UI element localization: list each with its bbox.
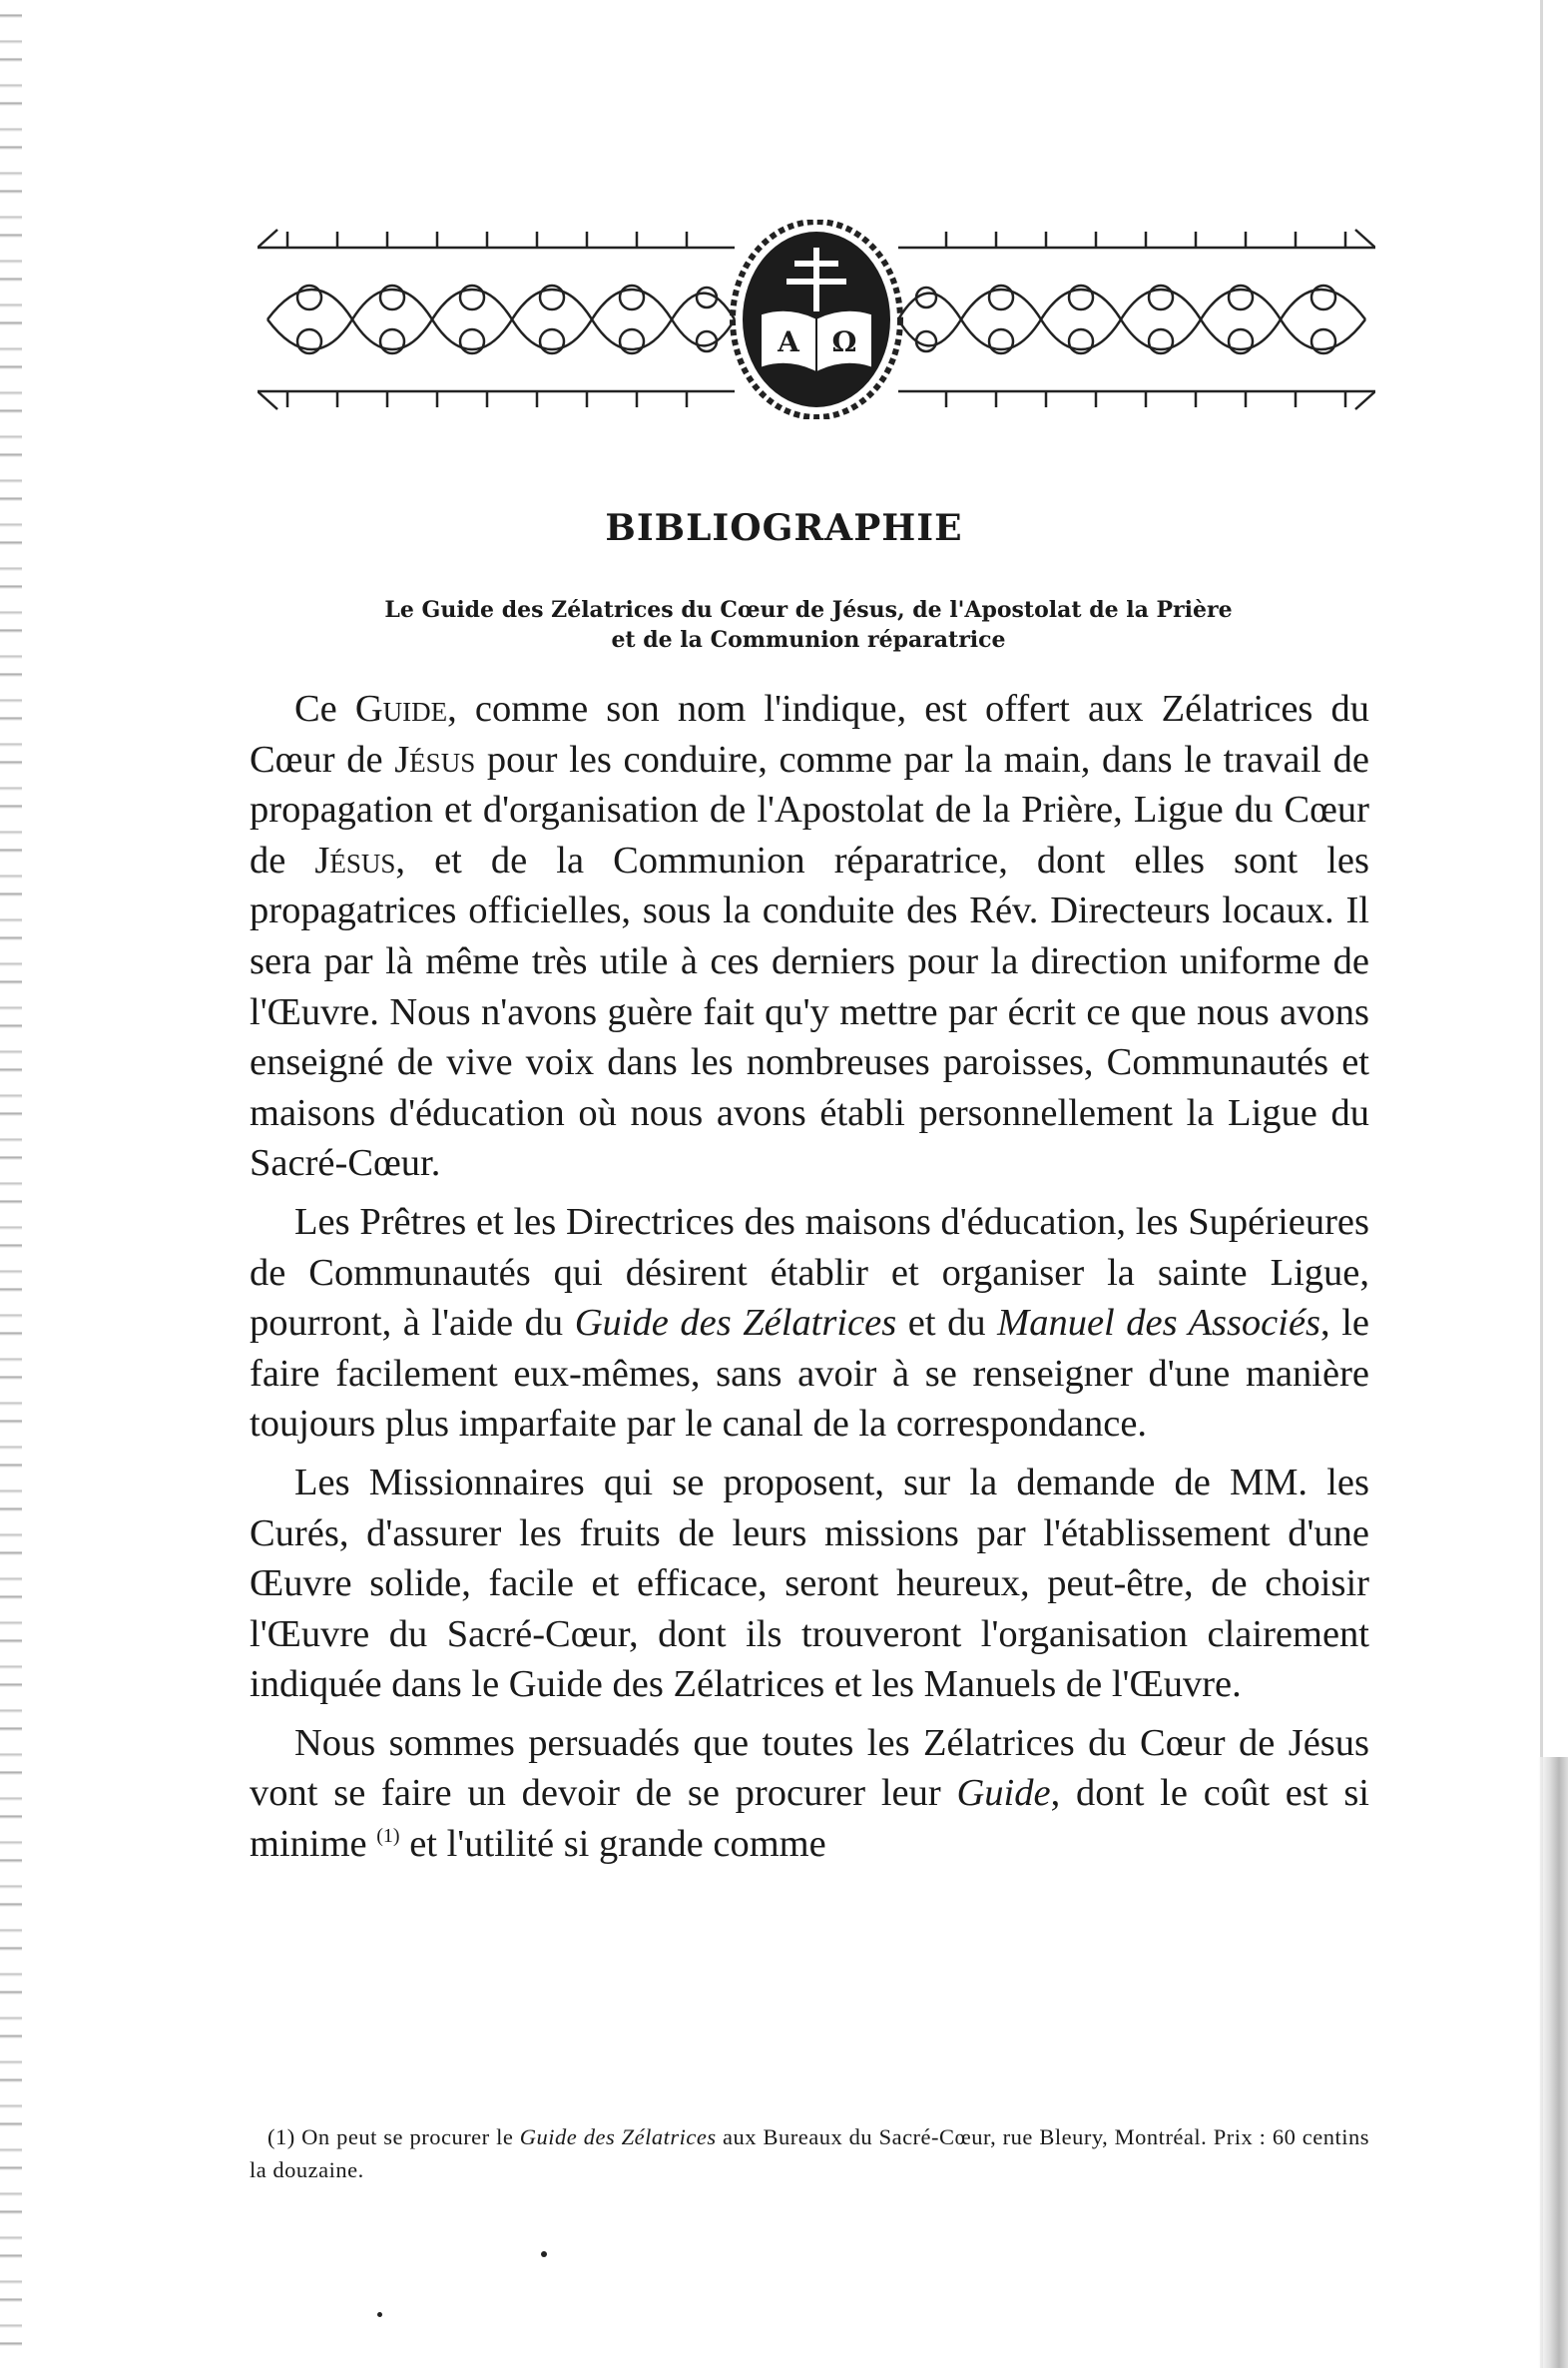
p4-text-c: et l'utilité si grande comme	[399, 1823, 826, 1866]
p2-text-c: , le faire facilement eux-mêmes, sans avoir à se renseigner d'une manière toujours plus imparfaite par le canal de la correspondance.	[250, 1302, 1369, 1446]
stray-ink-dot	[541, 2251, 547, 2257]
paragraph-3: Les Missionnaires qui se proposent, sur la demande de MM. les Curés, d'assurer les fruits de leurs missions par l'établissement d'une Œuvre solide, facile et efficace, seront heureux, peut-être, de choisir l'Œuvre du Sacré-Cœur, dont ils trouveront l'organisation clairement indiquée dans le Guide des Zélatrices et les Manuels de l'Œuvre.	[250, 1461, 1369, 1706]
right-vine-scrolls	[898, 286, 1365, 353]
p1-text-c: pour les conduire, comme par la main, dans le travail de propagation et d'organisation de l'Apostolat de la Prière, Ligue du Cœur de	[250, 738, 1369, 882]
p2-guide-title-italic: Guide des Zélatrices	[574, 1302, 897, 1345]
right-page-edge-shadow	[1538, 1757, 1568, 2368]
footnote-reference[interactable]: (1)	[376, 1825, 400, 1848]
p2-text-a: Les Prêtres et les Directrices des maisons d'éducation, les Supérieures de Communautés qui désirent établir et organiser la sainte Ligue, pourront, à l'aide du	[250, 1200, 1369, 1345]
footnote-line	[250, 2120, 1369, 2186]
page-title: BIBLIOGRAPHIE	[605, 507, 963, 549]
p1-guide-smallcaps: Guide	[354, 688, 448, 730]
right-ornament-band	[898, 230, 1375, 409]
footnote-guide-italic: Guide des Zélatrices	[519, 2124, 717, 2149]
omega-glyph: Ω	[831, 325, 857, 358]
footnote-mark: (1)	[267, 2124, 295, 2149]
p1-text-b: , comme son nom l'indique, est offert aux Zélatrices du Cœur de	[250, 688, 1369, 781]
p4-text-b: , dont le coût est si minime	[250, 1772, 1369, 1866]
ornamental-headpiece	[258, 220, 1375, 419]
p1-jesus-smallcaps-2: Jésus	[314, 839, 396, 882]
alpha-glyph: A	[778, 325, 799, 358]
paragraph-2	[250, 1197, 1369, 1450]
central-medallion	[733, 222, 900, 417]
p1-text-d: , et de la Communion réparatrice, dont elles sont les propagatrices officielles, sous la conduite des Rév. Directeurs locaux. Il sera par là même très utile à ces derniers pour la direction uniforme de l'Œuvre. Nous n'avons guère fait qu'y mettre par écrit ce que nous avons enseigné de vive voix dans les nombreuses paroisses, Communautés et maisons d'éducation où nous avons établi personnellement la Ligue du Sacré-Cœur.	[250, 839, 1369, 1185]
footnote-text-b: aux Bureaux du Sacré-Cœur, rue Bleury, Montréal. Prix : 60 centins la douzaine.	[250, 2124, 1370, 2182]
book-review-subtitle	[260, 595, 1357, 655]
p4-text-a: Nous sommes persuadés que toutes les Zélatrices du Cœur de Jésus vont se faire un devoir de se procurer leur	[250, 1721, 1369, 1815]
paragraph-4	[250, 1718, 1369, 1870]
p1-text-a: Ce	[294, 688, 355, 730]
footnote	[250, 2120, 1369, 2186]
left-pendant-ticks	[287, 232, 687, 407]
left-ornament-band	[258, 230, 735, 409]
left-vine-scrolls	[267, 286, 735, 353]
right-pendant-ticks	[946, 232, 1345, 407]
p2-manuel-title-italic: Manuel des Associés	[997, 1302, 1321, 1345]
subtitle-line-2: et de la Communion réparatrice	[611, 627, 1006, 653]
body-text	[250, 684, 1369, 1870]
p2-text-b: et du	[896, 1302, 998, 1345]
subtitle-line-1: Le Guide des Zélatrices du Cœur de Jésus, de l'Apostolat de la Prière	[384, 597, 1233, 623]
footnote-text-a: On peut se procurer le	[294, 2124, 520, 2149]
p1-jesus-smallcaps: Jésus	[394, 738, 476, 781]
left-page-edge-scan-artifact	[0, 0, 22, 2368]
stray-ink-dot	[377, 2312, 382, 2317]
p4-guide-italic: Guide	[956, 1772, 1051, 1815]
paragraph-1	[250, 684, 1369, 1189]
